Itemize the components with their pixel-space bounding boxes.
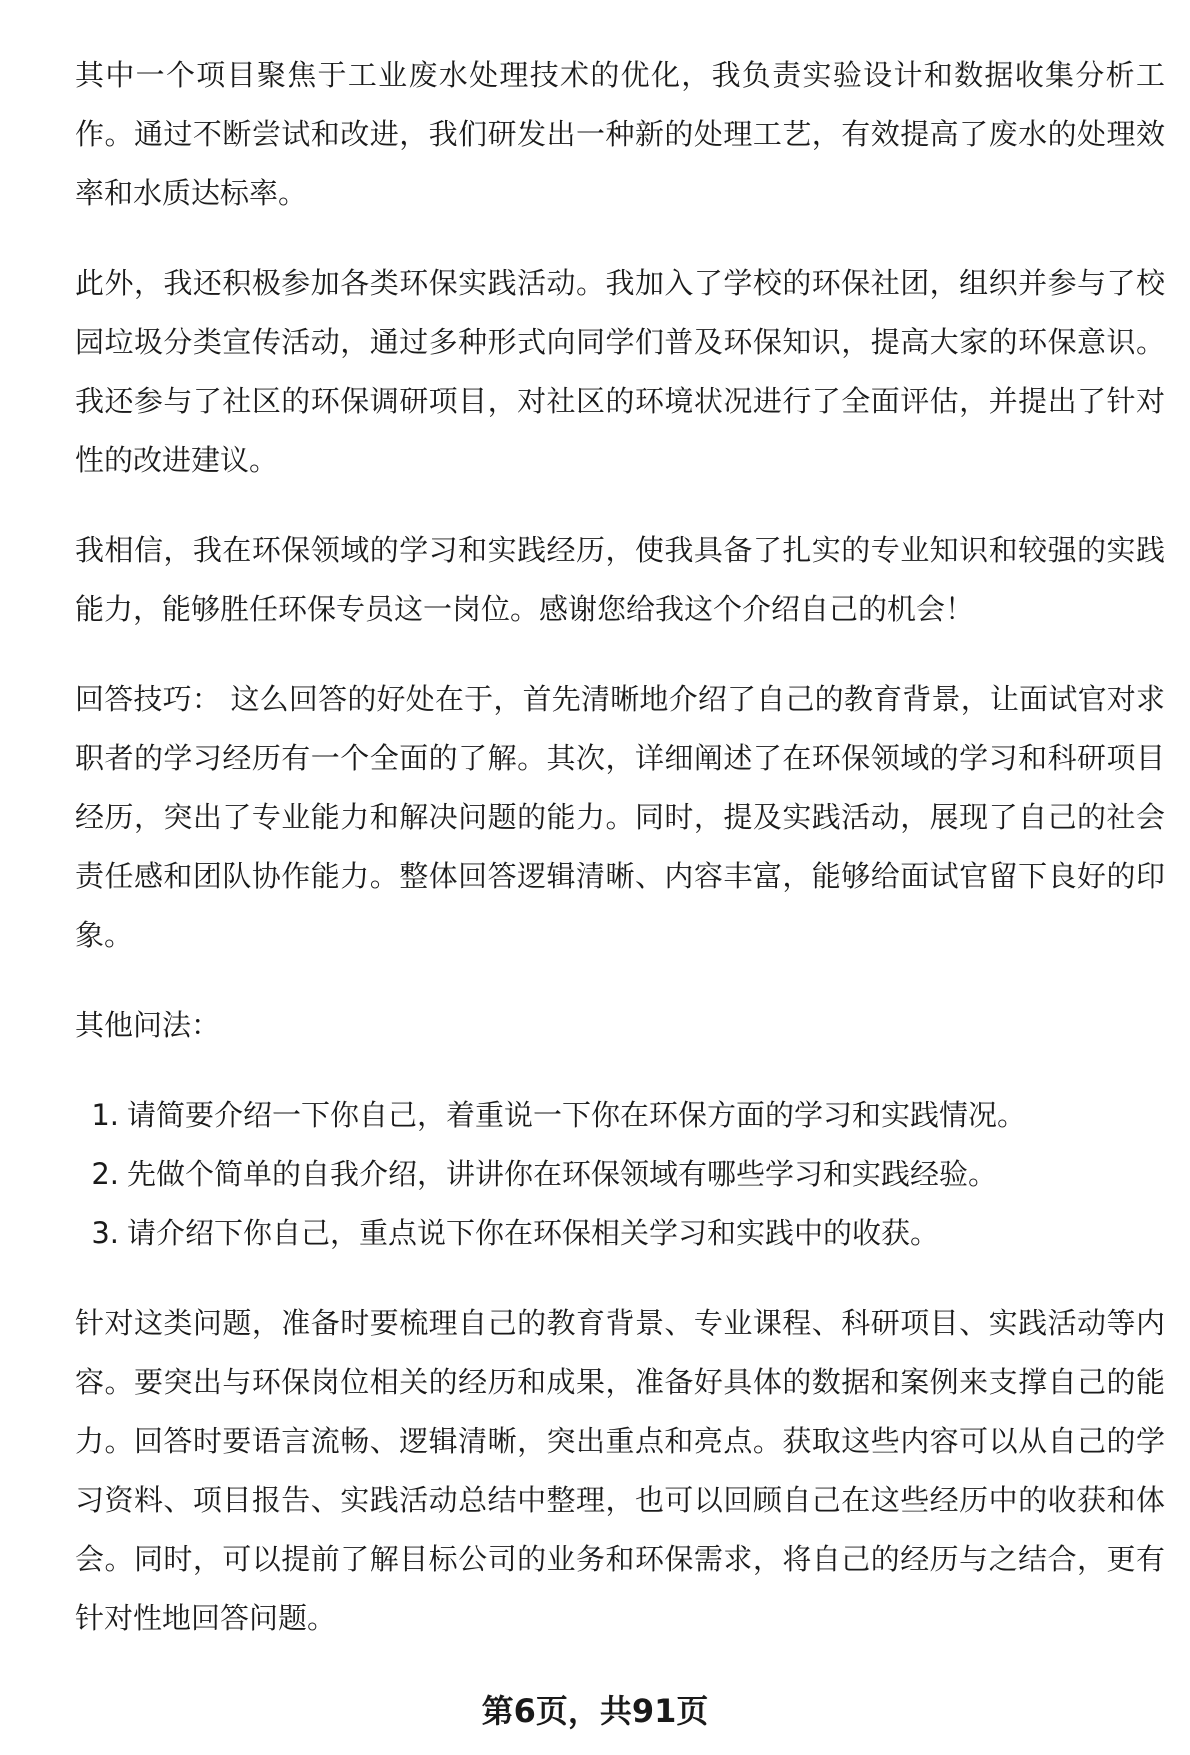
- list-text: 先做个简单的自我介绍，讲讲你在环保领域有哪些学习和实践经验。: [127, 1157, 998, 1191]
- list-item: [75, 1145, 1165, 1204]
- paragraph-answer-tips: 回答技巧： 这么回答的好处在于，首先清晰地介绍了自己的教育背景，让面试官对求职者的学习经历有一个全面的了解。其次，详细阐述了在环保领域的学习和科研项目经历，突出了专业能力和解决问题的能力。同时，提及实践活动，展现了自己的社会责任感和团队协作能力。整体回答逻辑清晰、内容丰富，能够给面试官留下良好的印象。: [75, 682, 1165, 952]
- list-number: 2.: [91, 1157, 119, 1191]
- other-questions-list: [75, 1086, 1165, 1263]
- list-item: [75, 1086, 1165, 1145]
- heading-other-questions: 其他问法：: [75, 1008, 221, 1042]
- paragraph-conclusion: 我相信，我在环保领域的学习和实践经历，使我具备了扎实的专业知识和较强的实践能力，能够胜任环保专员这一岗位。感谢您给我这个介绍自己的机会！: [75, 533, 1165, 626]
- list-item: [75, 1204, 1165, 1263]
- page-number: 第6页，共91页: [481, 1692, 709, 1730]
- paragraph-practice: 此外，我还积极参加各类环保实践活动。我加入了学校的环保社团，组织并参与了校园垃圾分类宣传活动，通过多种形式向同学们普及环保知识，提高大家的环保意识。我还参与了社区的环保调研项目，对社区的环境状况进行了全面评估，并提出了针对性的改进建议。: [75, 266, 1165, 477]
- list-text: 请简要介绍一下你自己，着重说一下你在环保方面的学习和实践情况。: [127, 1098, 1027, 1132]
- list-number: 1.: [91, 1098, 119, 1132]
- document-body: [75, 46, 1165, 1679]
- paragraph-project: 其中一个项目聚焦于工业废水处理技术的优化，我负责实验设计和数据收集分析工作。通过不断尝试和改进，我们研发出一种新的处理工艺，有效提高了废水的处理效率和水质达标率。: [75, 58, 1165, 210]
- paragraph-preparation-advice: 针对这类问题，准备时要梳理自己的教育背景、专业课程、科研项目、实践活动等内容。要突出与环保岗位相关的经历和成果，准备好具体的数据和案例来支撑自己的能力。回答时要语言流畅、逻辑清晰，突出重点和亮点。获取这些内容可以从自己的学习资料、项目报告、实践活动总结中整理，也可以回顾自己在这些经历中的收获和体会。同时，可以提前了解目标公司的业务和环保需求，将自己的经历与之结合，更有针对性地回答问题。: [75, 1306, 1165, 1635]
- list-text: 请介绍下你自己，重点说下你在环保相关学习和实践中的收获。: [127, 1216, 940, 1250]
- list-number: 3.: [91, 1216, 119, 1250]
